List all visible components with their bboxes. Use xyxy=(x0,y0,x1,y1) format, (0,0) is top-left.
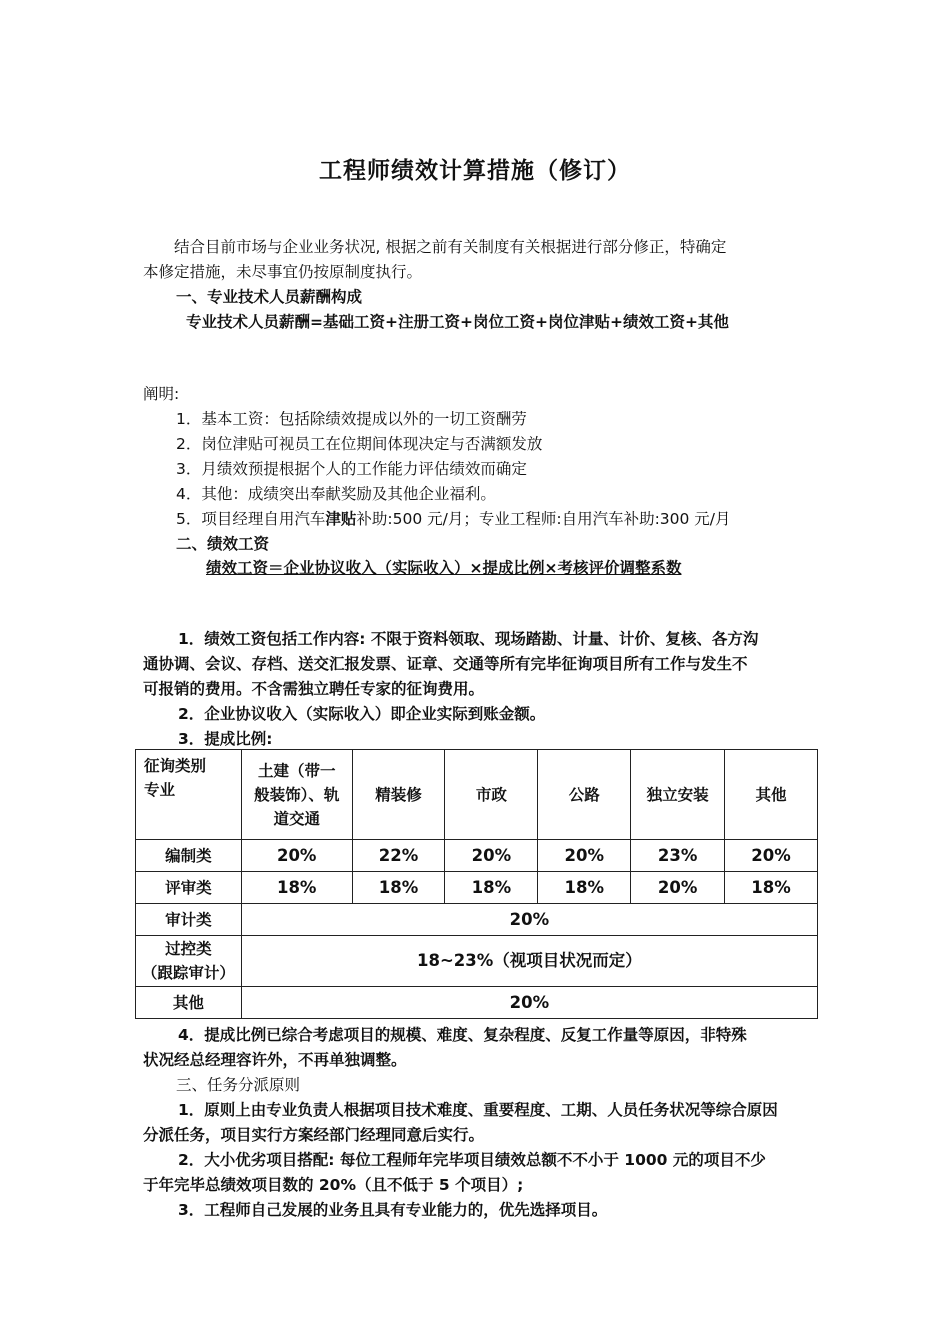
note-item-3: 3．月绩效预提根据个人的工作能力评估绩效而确定 xyxy=(176,460,527,478)
row-label-compilation: 编制类 xyxy=(136,840,242,872)
column-header-civil-line2: 般装饰）、轨 xyxy=(254,785,340,804)
note-item-5 xyxy=(176,508,731,530)
note-item-5-pre: 5．项目经理自用汽车 xyxy=(176,510,326,528)
process-control-label-line1: 过控类 xyxy=(165,940,212,958)
table-cell: 18% xyxy=(352,872,445,904)
section2-p1-line3: 可报销的费用。不含需独立聘任专家的征询费用。 xyxy=(143,680,485,698)
table-cell: 20% xyxy=(725,840,818,872)
section3-p2-line1: 2．大小优劣项目搭配: 每位工程师年完毕项目绩效总额不不小于 1000 元的项目不少 xyxy=(178,1151,766,1169)
table-row xyxy=(136,987,818,1019)
section2-p2: 2．企业协议收入（实际收入）即企业实际到账金额。 xyxy=(178,705,546,723)
section1-heading: 一、专业技术人员薪酬构成 xyxy=(176,288,363,306)
corner-label-category: 征询类别 xyxy=(144,757,207,775)
column-header-fitout: 精装修 xyxy=(352,750,445,840)
table-cell: 23% xyxy=(631,840,725,872)
table-cell: 20% xyxy=(241,840,352,872)
note-item-4: 4．其他：成绩突出奉献奖励及其他企业福利。 xyxy=(176,485,496,503)
other-rate-cell: 20% xyxy=(241,987,817,1019)
table-cell: 22% xyxy=(352,840,445,872)
salary-formula: 专业技术人员薪酬=基础工资+注册工资+岗位工资+岗位津贴+绩效工资+其他 xyxy=(186,313,729,331)
row-label-other: 其他 xyxy=(136,987,242,1019)
intro-line-1: 结合目前市场与企业业务状况, 根据之前有关制度有关根据进行部分修正，特确定 xyxy=(174,238,727,256)
performance-formula: 绩效工资＝企业协议收入（实际收入）×提成比例×考核评价调整系数 xyxy=(206,559,682,577)
section3-p1-line1: 1．原则上由专业负责人根据项目技术难度、重要程度、工期、人员任务状况等综合原因 xyxy=(178,1101,778,1119)
table-corner-cell xyxy=(136,750,242,840)
column-header-civil-line3: 道交通 xyxy=(273,809,320,828)
section3-heading: 三、任务分派原则 xyxy=(176,1076,301,1094)
table-cell: 20% xyxy=(445,840,538,872)
column-header-civil-line1: 土建（带一 xyxy=(257,761,336,780)
corner-label-specialty: 专业 xyxy=(144,781,176,799)
row-label-review: 评审类 xyxy=(136,872,242,904)
row-label-process-control xyxy=(136,936,242,987)
table-row xyxy=(136,936,818,987)
commission-rate-table xyxy=(135,749,818,1019)
table-header-row xyxy=(136,750,818,840)
note-item-5-post: 补助:500 元/月；专业工程师:自用汽车补助:300 元/月 xyxy=(356,510,731,528)
section2-heading: 二、绩效工资 xyxy=(176,535,270,553)
column-header-other: 其他 xyxy=(725,750,818,840)
table-cell: 18% xyxy=(241,872,352,904)
row-label-audit: 审计类 xyxy=(136,904,242,936)
section2-p3: 3．提成比例: xyxy=(178,730,273,748)
table-cell: 20% xyxy=(538,840,631,872)
note-item-2: 2．岗位津贴可视员工在位期间体现决定与否满额发放 xyxy=(176,435,543,453)
column-header-civil xyxy=(241,750,352,840)
table-cell: 20% xyxy=(631,872,725,904)
section3-p2-line2: 于年完毕总绩效项目数的 20%（且不低于 5 个项目）; xyxy=(143,1176,524,1194)
column-header-municipal: 市政 xyxy=(445,750,538,840)
table-row xyxy=(136,840,818,872)
column-header-highway: 公路 xyxy=(538,750,631,840)
intro-line-2: 本修定措施，未尽事宜仍按原制度执行。 xyxy=(143,263,423,281)
section3-p3: 3．工程师自己发展的业务且具有专业能力的，优先选择项目。 xyxy=(178,1201,608,1219)
section2-p1-line2: 通协调、会议、存档、送交汇报发票、证章、交通等所有完毕征询项目所有工作与发生不 xyxy=(143,655,748,673)
section2-p4-line2: 状况经总经理容许外，不再单独调整。 xyxy=(143,1051,407,1069)
section2-p4-line1: 4．提成比例已综合考虑项目的规模、难度、复杂程度、反复工作量等原因，非特殊 xyxy=(178,1026,747,1044)
section2-p1-line1: 1．绩效工资包括工作内容: 不限于资料领取、现场踏勘、计量、计价、复核、各方沟 xyxy=(178,630,759,648)
table-cell: 18% xyxy=(538,872,631,904)
document-title: 工程师绩效计算措施（修订） xyxy=(319,158,631,184)
process-control-label-line2: （跟踪审计） xyxy=(141,964,235,982)
note-item-5-bold: 津贴 xyxy=(325,510,357,528)
note-item-1: 1．基本工资：包括除绩效提成以外的一切工资酬劳 xyxy=(176,410,527,428)
table-cell: 18% xyxy=(445,872,538,904)
notes-label: 阐明: xyxy=(143,385,180,403)
column-header-installation: 独立安装 xyxy=(631,750,725,840)
section3-p1-line2: 分派任务，项目实行方案经部门经理同意后实行。 xyxy=(143,1126,485,1144)
process-control-rate-cell: 18~23%（视项目状况而定） xyxy=(241,936,817,987)
audit-rate-cell: 20% xyxy=(241,904,817,936)
table-row xyxy=(136,872,818,904)
table-cell: 18% xyxy=(725,872,818,904)
table-row xyxy=(136,904,818,936)
